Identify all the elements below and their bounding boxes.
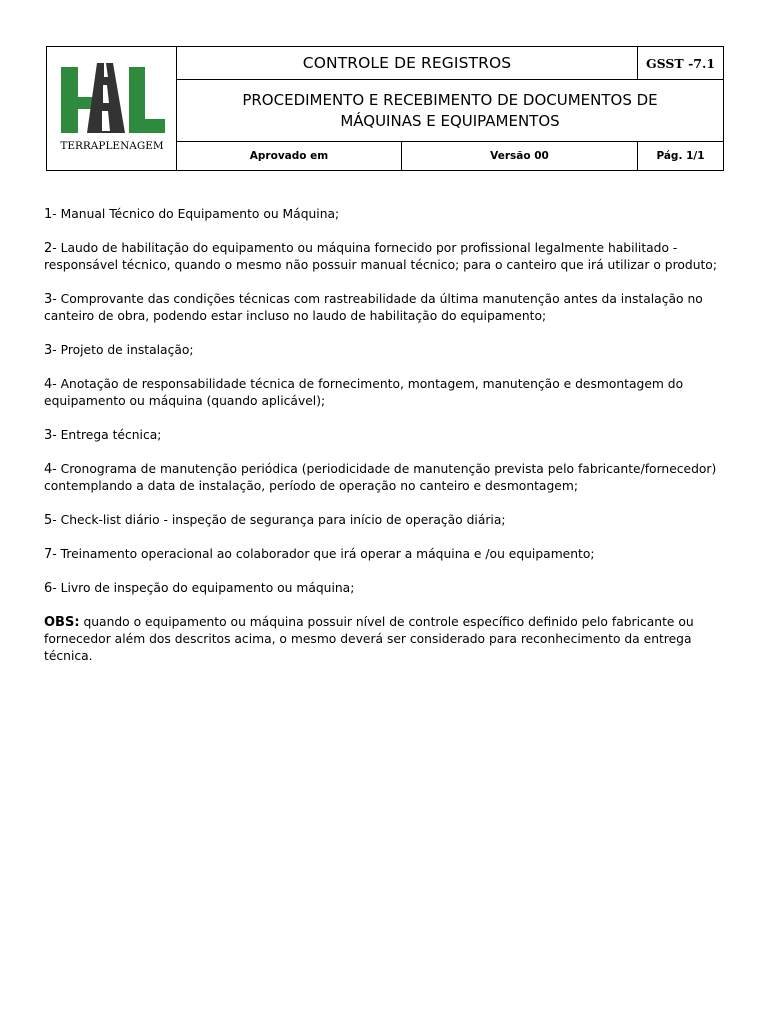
item-text: - Check-list diário - inspeção de segurança para início de operação diária;	[52, 513, 506, 527]
item-number: 6	[44, 581, 53, 596]
obs-text: quando o equipamento ou máquina possuir nível de controle específico definido pelo fabricante ou fornecedor além dos descritos acima, o mesmo deverá ser considerado para reconhecimento da entrega técnica.	[44, 615, 694, 663]
subtitle-line-1: PROCEDIMENTO E RECEBIMENTO DE DOCUMENTOS DE	[242, 90, 658, 109]
list-item	[44, 580, 724, 597]
version-label: Versão 00	[402, 141, 638, 170]
list-item	[44, 240, 724, 274]
item-text: - Cronograma de manutenção periódica (periodicidade de manutenção prevista pelo fabricante/fornecedor) contemplando a data de instalação, período de operação no canteiro e desmontagem;	[44, 462, 717, 493]
item-text: - Projeto de instalação;	[52, 343, 194, 357]
item-text: - Anotação de responsabilidade técnica de fornecimento, montagem, manutenção e desmontagem do equipamento ou máquina (quando aplicável);	[44, 377, 684, 408]
item-number: 5	[44, 513, 53, 528]
hl-terraplenagem-logo	[53, 59, 171, 159]
item-text: - Treinamento operacional ao colaborador que irá operar a máquina e /ou equipamento;	[52, 547, 595, 561]
page-label: Pág. 1/1	[638, 141, 724, 170]
subtitle-line-2: MÁQUINAS E EQUIPAMENTOS	[340, 111, 560, 130]
document-title: CONTROLE DE REGISTROS	[177, 47, 638, 80]
item-text: - Comprovante das condições técnicas com rastreabilidade da última manutenção antes da instalação no canteiro de obra, podendo estar incluso no laudo de habilitação do equipamento;	[44, 292, 703, 323]
list-item	[44, 342, 724, 359]
item-number: 7	[44, 547, 53, 562]
logo-cell	[47, 47, 177, 171]
document-body	[44, 206, 724, 682]
document-header	[46, 46, 724, 171]
item-number: 1	[44, 207, 53, 222]
list-item	[44, 427, 724, 444]
item-number: 4	[44, 462, 53, 477]
item-number: 3	[44, 292, 53, 307]
document-subtitle	[177, 80, 724, 141]
list-item	[44, 206, 724, 223]
item-number: 3	[44, 428, 53, 443]
obs-label: OBS:	[44, 615, 80, 630]
list-item	[44, 512, 724, 529]
obs-note	[44, 614, 724, 665]
approved-label: Aprovado em	[177, 141, 402, 170]
list-item	[44, 376, 724, 410]
list-item	[44, 461, 724, 495]
item-number: 4	[44, 377, 53, 392]
item-text: - Livro de inspeção do equipamento ou máquina;	[52, 581, 355, 595]
item-text: - Entrega técnica;	[52, 428, 162, 442]
document-code: GSST -7.1	[638, 47, 724, 80]
item-number: 2	[44, 241, 53, 256]
list-item	[44, 291, 724, 325]
item-text: - Manual Técnico do Equipamento ou Máquina;	[52, 207, 340, 221]
item-text: - Laudo de habilitação do equipamento ou máquina fornecido por profissional legalmente habilitado - responsável técnico, quando o mesmo não possuir manual técnico; para o canteiro que irá utilizar o produto;	[44, 241, 717, 272]
logo-text: TERRAPLENAGEM	[59, 139, 164, 152]
list-item	[44, 546, 724, 563]
item-number: 3	[44, 343, 53, 358]
